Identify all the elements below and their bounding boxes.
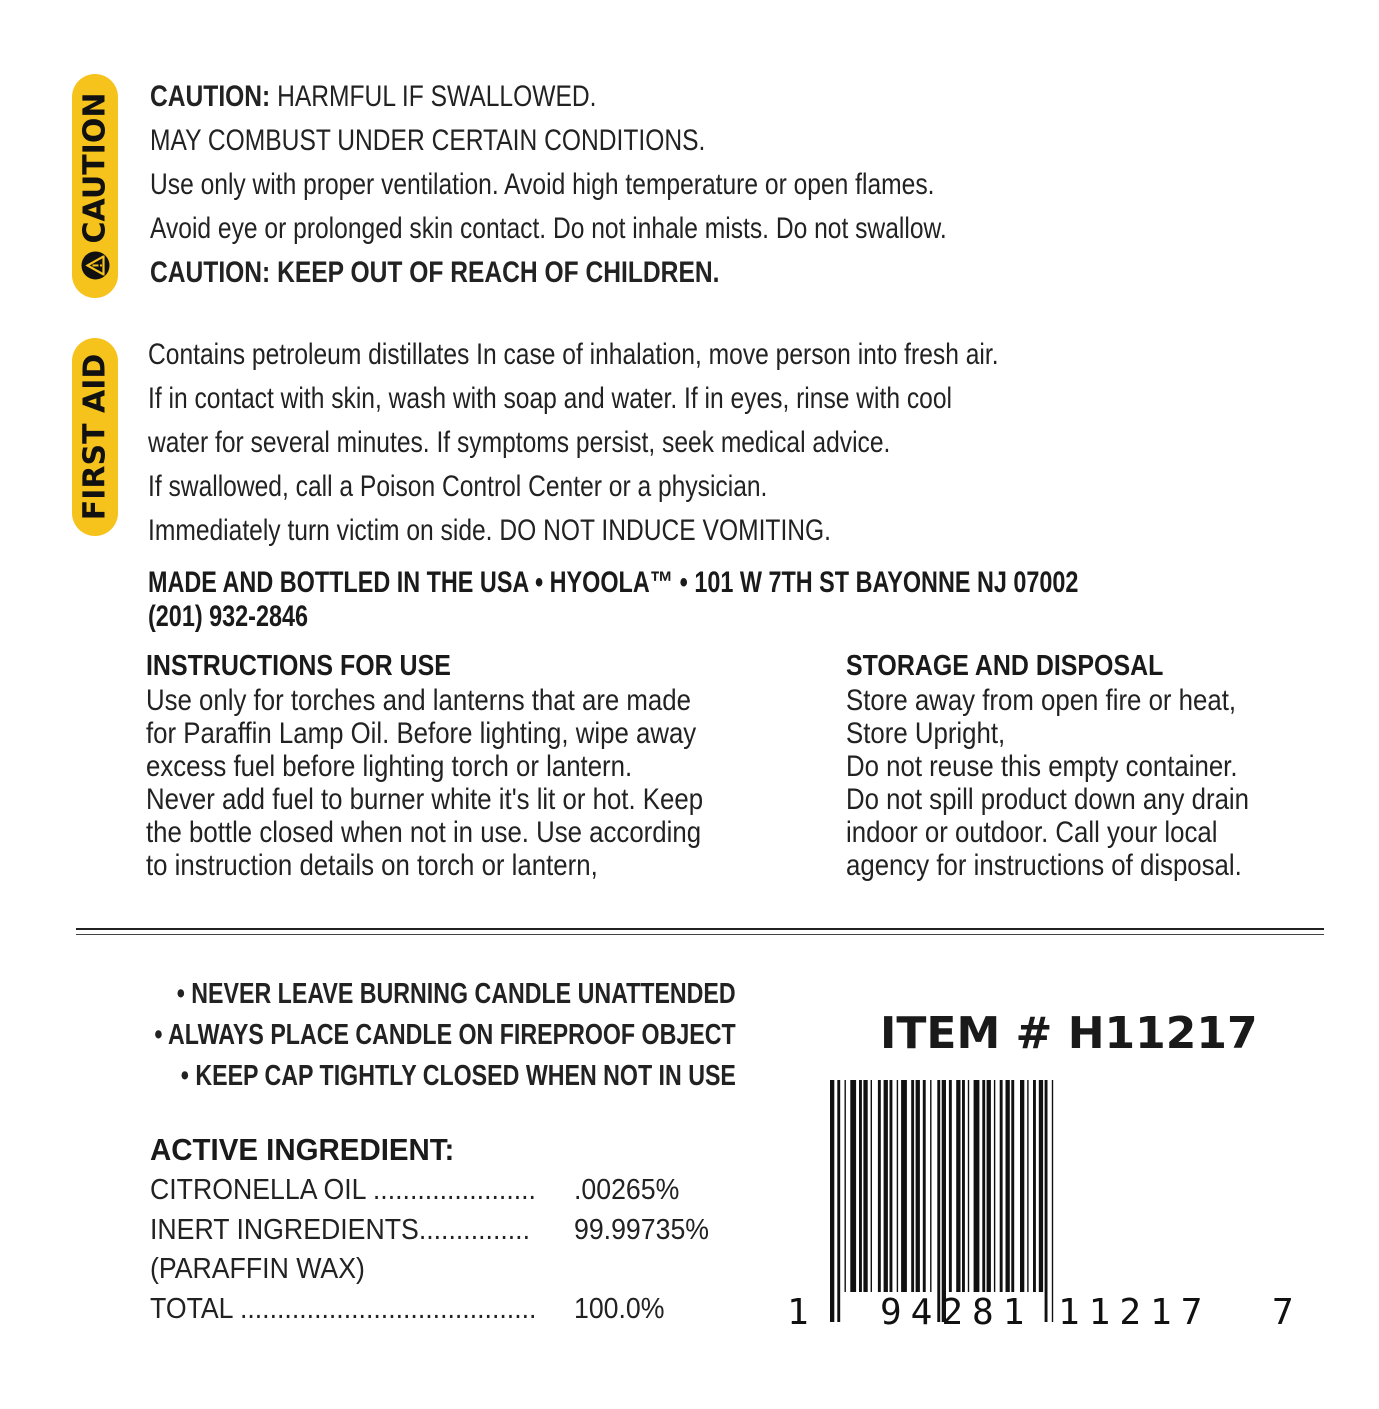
barcode-bar <box>937 1080 940 1322</box>
bullet-item: • KEEP CAP TIGHTLY CLOSED WHEN NOT IN USE <box>180 1060 736 1092</box>
caution-children-warning: CAUTION: KEEP OUT OF REACH OF CHILDREN. <box>150 256 720 289</box>
barcode-bar <box>974 1080 980 1292</box>
barcode-bar <box>923 1080 926 1292</box>
barcode-bar <box>1052 1080 1053 1322</box>
first-aid-tab-label: FIRST AID <box>77 353 113 521</box>
storage-line: indoor or outdoor. Call your local <box>846 816 1218 849</box>
instructions-line: Never add fuel to burner white it's lit or hot. Keep <box>146 783 704 816</box>
caution-line-4: Avoid eye or prolonged skin contact. Do not inhale mists. Do not swallow. <box>150 212 947 245</box>
ingredients-title: ACTIVE INGREDIENT: <box>150 1132 455 1167</box>
first-aid-line: If swallowed, call a Poison Control Center or a physician. <box>148 470 768 503</box>
storage-line: Do not spill product down any drain <box>846 783 1250 816</box>
ingredient-name: (PARAFFIN WAX) <box>150 1253 365 1285</box>
maker-address: MADE AND BOTTLED IN THE USA • HYOOLA™ • 101 W 7TH ST BAYONNE NJ 07002 <box>148 566 1079 599</box>
storage-line: Do not reuse this empty container. <box>846 750 1238 783</box>
barcode-first-digit: 1 <box>787 1292 809 1333</box>
barcode-bar <box>1006 1080 1010 1292</box>
barcode-bar <box>1027 1080 1028 1292</box>
barcode-bar <box>871 1080 872 1292</box>
instructions-line: excess fuel before lighting torch or lantern. <box>146 750 633 783</box>
barcode-bar <box>901 1080 907 1292</box>
barcode-bar <box>994 1080 995 1292</box>
ingredient-name: INERT INGREDIENTS............... <box>150 1214 531 1246</box>
barcode-bar <box>897 1080 898 1292</box>
storage-line: Store away from open fire or heat, <box>846 684 1237 717</box>
instructions-line: Use only for torches and lanterns that are made <box>146 684 691 717</box>
first-aid-line: Immediately turn victim on side. DO NOT INDUCE VOMITING. <box>148 514 832 547</box>
barcode-bar <box>942 1080 946 1322</box>
barcode-bar <box>962 1080 965 1292</box>
barcode-bar <box>884 1080 888 1292</box>
storage-line: agency for instructions of disposal. <box>846 849 1242 882</box>
barcode-bar <box>837 1080 840 1322</box>
barcode-bar <box>1039 1080 1043 1292</box>
caution-line-3: Use only with proper ventilation. Avoid high temperature or open flames. <box>150 168 935 201</box>
first-aid-line: Contains petroleum distillates In case of inhalation, move person into fresh air. <box>148 338 999 371</box>
barcode-bar <box>956 1080 960 1292</box>
barcode-left-digits: 94281 <box>880 1292 1034 1333</box>
barcode-bar <box>916 1080 920 1292</box>
ingredient-value: 100.0% <box>574 1293 665 1325</box>
barcode-bar <box>845 1080 846 1292</box>
bullet-item: • ALWAYS PLACE CANDLE ON FIREPROOF OBJECT <box>154 1019 736 1051</box>
barcode-bar <box>968 1080 969 1292</box>
section-divider <box>76 928 1324 930</box>
instructions-line: the bottle closed when not in use. Use according <box>146 816 702 849</box>
barcode-bar <box>830 1080 834 1322</box>
maker-phone: (201) 932-2846 <box>148 600 309 633</box>
barcode-bar <box>1045 1080 1048 1322</box>
storage-title: STORAGE AND DISPOSAL <box>846 650 1164 682</box>
first-aid-line: water for several minutes. If symptoms persist, seek medical advice. <box>148 426 891 459</box>
caution-line-2: MAY COMBUST UNDER CERTAIN CONDITIONS. <box>150 124 706 157</box>
bullet-item: • NEVER LEAVE BURNING CANDLE UNATTENDED <box>177 978 736 1010</box>
warning-triangle-icon <box>81 251 109 279</box>
ingredient-value: .00265% <box>574 1174 680 1206</box>
ingredient-name: CITRONELLA OIL ...................... <box>150 1174 536 1206</box>
barcode-bar <box>930 1080 931 1292</box>
instructions-line: to instruction details on torch or lantern, <box>146 849 598 882</box>
caution-tab <box>72 74 118 298</box>
storage-line: Store Upright, <box>846 717 1006 750</box>
instructions-title: INSTRUCTIONS FOR USE <box>146 650 451 682</box>
barcode-bar <box>859 1080 862 1292</box>
barcode-bar <box>1020 1080 1024 1292</box>
barcode-last-digit: 7 <box>1272 1292 1294 1333</box>
instructions-line: for Paraffin Lamp Oil. Before lighting, wipe away <box>146 717 697 750</box>
first-aid-line: If in contact with skin, wash with soap and water. If in eyes, rinse with cool <box>148 382 952 415</box>
barcode-bar <box>949 1080 952 1292</box>
barcode-bar <box>1033 1080 1036 1292</box>
barcode-bar <box>987 1080 991 1292</box>
first-aid-tab <box>72 338 118 536</box>
ingredient-name: TOTAL ........................................ <box>150 1293 537 1325</box>
barcode-bar <box>850 1080 856 1292</box>
barcode-bar <box>890 1080 893 1292</box>
caution-line-1: HARMFUL IF SWALLOWED. <box>270 80 597 113</box>
caution-label: CAUTION: <box>150 80 271 113</box>
section-divider-thin <box>76 934 1324 935</box>
barcode-bar <box>878 1080 881 1292</box>
barcode-bar <box>982 1080 985 1292</box>
barcode-bar <box>863 1080 867 1292</box>
ingredient-value: 99.99735% <box>574 1214 710 1246</box>
caution-tab-label: CAUTION <box>77 92 113 244</box>
barcode-bar <box>1000 1080 1003 1292</box>
item-number: ITEM # H11217 <box>880 1008 1258 1059</box>
barcode-right-digits: 11217 <box>1058 1292 1212 1333</box>
barcode-bar <box>911 1080 914 1292</box>
barcode-bar <box>1011 1080 1014 1292</box>
